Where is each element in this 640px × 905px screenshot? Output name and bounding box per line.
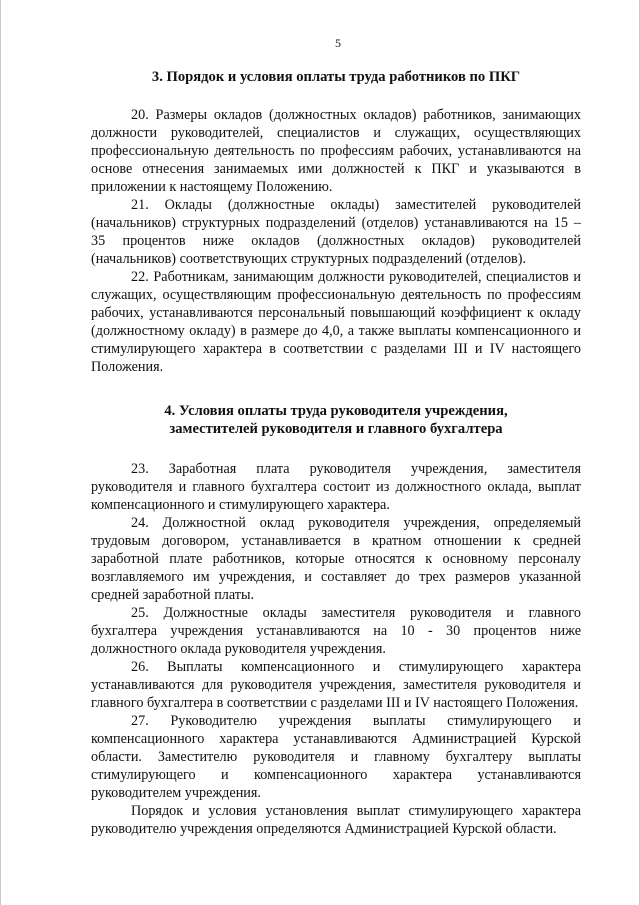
paragraph-21: 21. Оклады (должностные оклады) заместителей руководителей (начальников) структурных подразделений (отделов) устанавливаются на 15 – 35 процентов ниже окладов (должностных окладов) руководителей (начальников) соответствующих структурных подразделений (отделов). xyxy=(91,197,581,267)
section-4-heading xyxy=(91,402,581,438)
paragraph-27-continuation: Порядок и условия установления выплат стимулирующего характера руководителю учреждения определяются Администрацией Курской области. xyxy=(91,803,581,837)
page-number: 5 xyxy=(335,36,341,50)
paragraph-27: 27. Руководителю учреждения выплаты стимулирующего и компенсационного характера устанавливаются Администрацией Курской области. Заместителю руководителя и главному бухгалтеру выплаты стимулирующего и компенсационного характера устанавливаются руководителем учреждения. xyxy=(91,713,581,801)
paragraph-20: 20. Размеры окладов (должностных окладов) работников, занимающих должности руководителей, специалистов и служащих, осуществляющих профессиональную деятельность по профессиям рабочих, устанавливаются на основе отнесения занимаемых ими должностей к ПКГ и указываются в приложении к настоящему Положению. xyxy=(91,107,581,195)
scan-edge-left xyxy=(0,0,1,905)
section-3-heading: 3. Порядок и условия оплаты труда работников по ПКГ xyxy=(151,69,521,85)
paragraph-25: 25. Должностные оклады заместителя руководителя и главного бухгалтера учреждения устанавливаются на 10 - 30 процентов ниже должностного оклада руководителя учреждения. xyxy=(91,605,581,657)
section-4-heading-line-1: 4. Условия оплаты труда руководителя учреждения, xyxy=(164,403,508,419)
paragraph-22: 22. Работникам, занимающим должности руководителей, специалистов и служащих, осуществляющим профессиональную деятельность по профессиям рабочих, устанавливаются персональный повышающий коэффициент к окладу (должностному окладу) в размере до 4,0, а также выплаты компенсационного и стимулирующего характера в соответствии с разделами III и IV настоящего Положения. xyxy=(91,269,581,375)
section-3-body xyxy=(91,106,581,376)
paragraph-26: 26. Выплаты компенсационного и стимулирующего характера устанавливаются для руководителя учреждения, заместителя руководителя и главного бухгалтера в соответствии с разделами III и IV настоящего Положения. xyxy=(91,659,581,711)
document-body xyxy=(91,62,581,838)
paragraph-24: 24. Должностной оклад руководителя учреждения, определяемый трудовым договором, устанавливается в кратном отношении к средней заработной плате работников, которые относятся к основному персоналу возглавляемого им учреждения, и составляет до трех размеров указанной средней заработной платы. xyxy=(91,515,581,603)
section-4-body xyxy=(91,460,581,838)
paragraph-23: 23. Заработная плата руководителя учреждения, заместителя руководителя и главного бухгалтера состоит из должностного оклада, выплат компенсационного и стимулирующего характера. xyxy=(91,461,581,513)
section-4-heading-line-2: заместителей руководителя и главного бухгалтера xyxy=(169,421,503,437)
